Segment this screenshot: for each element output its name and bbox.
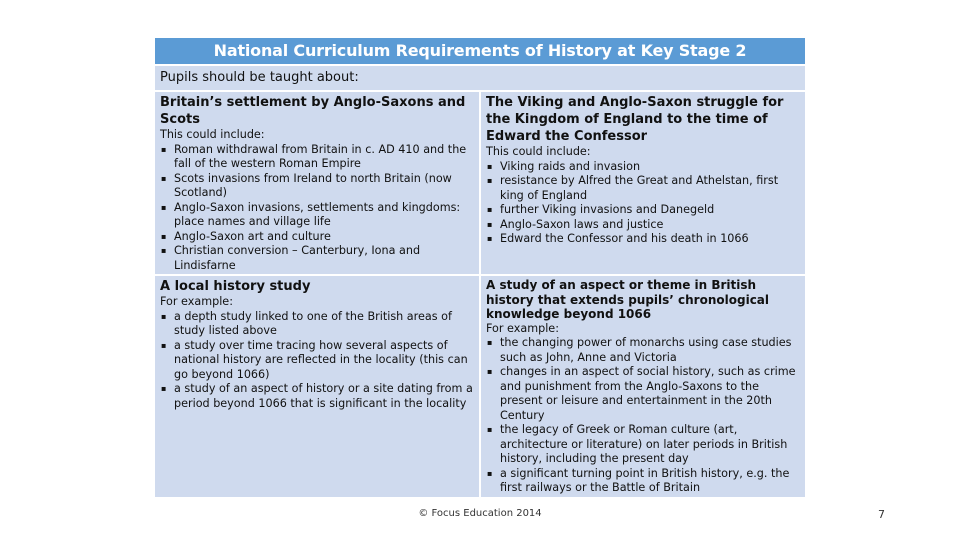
cell-lead: This could include: [486,145,591,158]
table-row [155,276,805,497]
cell-british-theme [481,276,805,497]
table-title: National Curriculum Requirements of History at Key Stage 2 [155,38,805,64]
list-item: ▪ a significant turning point in British history, e.g. the first railways or the Battle of Britain [486,467,800,496]
list-item: ▪ Anglo-Saxon art and culture [160,230,474,245]
list-item: ▪ Anglo-Saxon invasions, settlements and kingdoms: place names and village life [160,201,474,230]
list-item: ▪ Roman withdrawal from Britain in c. AD 410 and the fall of the western Roman Empire [160,143,474,172]
cell-local-history [155,276,479,497]
cell-lead: For example: [486,321,559,335]
list-item: ▪ resistance by Alfred the Great and Athelstan, first king of England [486,174,800,203]
page-number: 7 [878,508,885,521]
list-item: ▪ a depth study linked to one of the British areas of study listed above [160,310,474,339]
bullet-list [486,160,800,247]
curriculum-table [155,38,805,497]
list-item: ▪ changes in an aspect of social history, such as crime and punishment from the Anglo-Saxons to the present or leisure and entertainment in the 20th Century [486,365,800,423]
cell-lead: This could include: [160,128,265,141]
intro-row: Pupils should be taught about: [155,66,805,90]
cell-vikings [481,92,805,274]
list-item: ▪ Scots invasions from Ireland to north Britain (now Scotland) [160,172,474,201]
list-item: ▪ Anglo-Saxon laws and justice [486,218,800,233]
list-item: ▪ the changing power of monarchs using case studies such as John, Anne and Victoria [486,336,800,365]
list-item: ▪ Edward the Confessor and his death in 1066 [486,232,800,247]
list-item: ▪ a study of an aspect of history or a site dating from a period beyond 1066 that is significant in the locality [160,382,474,411]
list-item: ▪ the legacy of Greek or Roman culture (art, architecture or literature) on later periods in British history, including the present day [486,423,800,467]
footer-copyright: © Focus Education 2014 [418,508,542,519]
cell-heading: Britain’s settlement by Anglo-Saxons and Scots [160,95,466,127]
bullet-list [486,336,800,496]
cell-heading: A local history study [160,279,311,294]
bullet-list [160,310,474,412]
list-item: ▪ Christian conversion – Canterbury, Iona and Lindisfarne [160,244,474,273]
cell-heading: The Viking and Anglo-Saxon struggle for the Kingdom of England to the time of Edward the Confessor [486,95,784,144]
list-item: ▪ a study over time tracing how several aspects of national history are reflected in the locality (this can go beyond 1066) [160,339,474,383]
cell-lead: For example: [160,295,233,308]
cell-anglo-saxons [155,92,479,274]
list-item: ▪ Viking raids and invasion [486,160,800,175]
bullet-list [160,143,474,274]
table-row [155,92,805,274]
cell-heading: A study of an aspect or theme in British history that extends pupils’ chronological knowledge beyond 1066 [486,278,770,321]
list-item: ▪ further Viking invasions and Danegeld [486,203,800,218]
